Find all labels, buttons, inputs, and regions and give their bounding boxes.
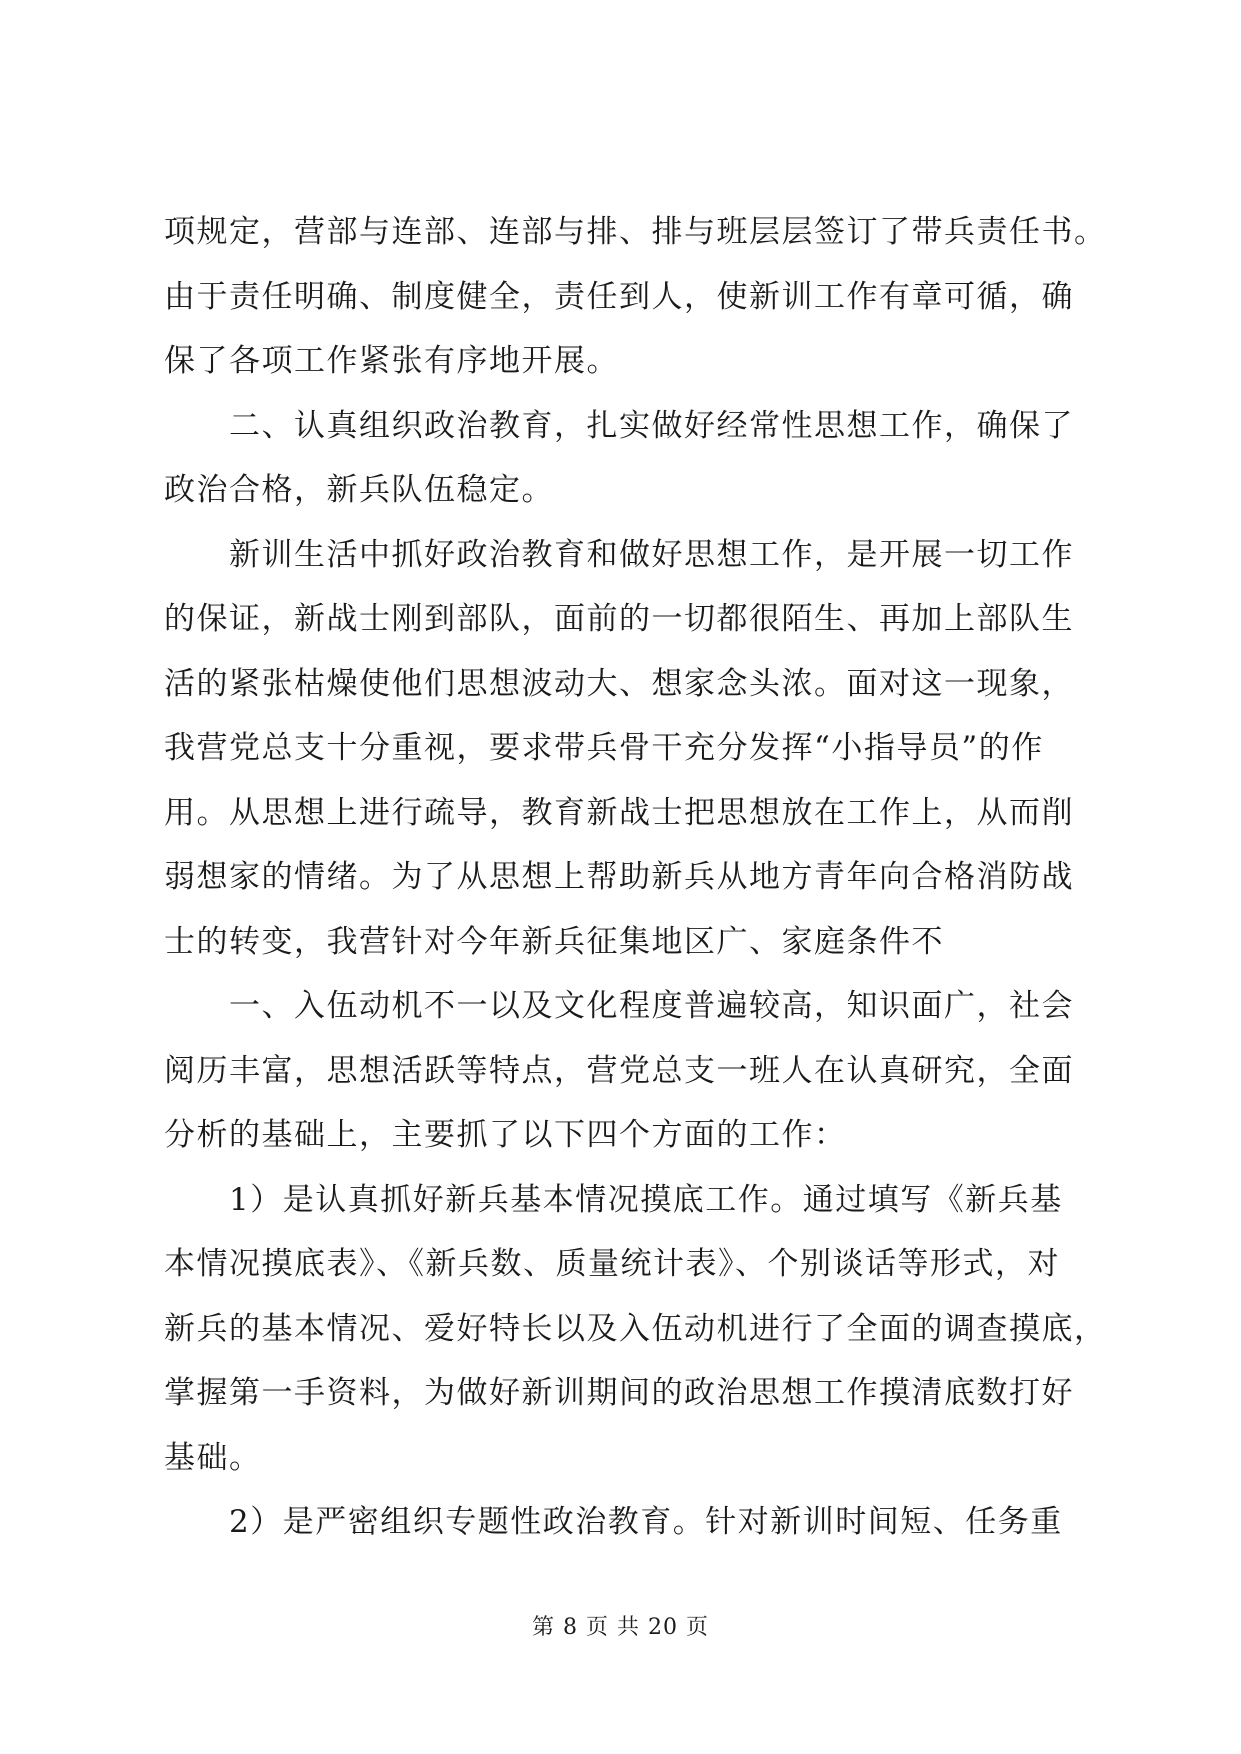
text-line: 掌握第一手资料，为做好新训期间的政治思想工作摸清底数打好: [164, 1375, 1074, 1411]
text-line: 我营党总支十分重视，要求带兵骨干充分发挥“小指导员”的作: [164, 730, 1044, 766]
text-line: 一、入伍动机不一以及文化程度普遍较高，知识面广，社会: [164, 988, 1074, 1024]
text-line: 用。从思想上进行疏导，教育新战士把思想放在工作上，从而削: [164, 794, 1074, 831]
text-line: 保了各项工作紧张有序地开展。: [164, 343, 619, 379]
text-line: 由于责任明确、制度健全，责任到人，使新训工作有章可循，确: [164, 278, 1074, 315]
text-line: 2）是严密组织专题性政治教育。针对新训时间短、任务重: [164, 1504, 1063, 1540]
text-line: 二、认真组织政治教育，扎实做好经常性思想工作，确保了: [164, 407, 1074, 444]
text-line: 活的紧张枯燥使他们思想波动大、想家念头浓。面对这一现象，: [164, 665, 1074, 702]
text-line: 1）是认真抓好新兵基本情况摸底工作。通过填写《新兵基: [164, 1181, 1063, 1218]
text-line: 的保证，新战士刚到部队，面前的一切都很陌生、再加上部队生: [164, 601, 1074, 637]
body-text: [164, 200, 1107, 1555]
page-number-footer: 第 8 页 共 20 页: [532, 1615, 709, 1640]
text-line: 基础。: [164, 1439, 262, 1476]
text-line: 阅历丰富，思想活跃等特点，营党总支一班人在认真研究，全面: [164, 1052, 1074, 1089]
text-line: 新兵的基本情况、爱好特长以及入伍动机进行了全面的调查摸底，: [164, 1310, 1107, 1347]
text-line: 政治合格，新兵队伍稳定。: [164, 472, 554, 508]
text-line: 新训生活中抓好政治教育和做好思想工作，是开展一切工作: [164, 536, 1074, 573]
text-line: 弱想家的情绪。为了从思想上帮助新兵从地方青年向合格消防战: [164, 859, 1074, 895]
text-line: 分析的基础上，主要抓了以下四个方面的工作：: [164, 1117, 847, 1153]
text-line: 本情况摸底表》、《新兵数、质量统计表》、个别谈话等形式，对: [164, 1246, 1060, 1282]
text-line: 士的转变，我营针对今年新兵征集地区广、家庭条件不: [164, 923, 944, 960]
text-line: 项规定，营部与连部、连部与排、排与班层层签订了带兵责任书。: [164, 214, 1107, 250]
